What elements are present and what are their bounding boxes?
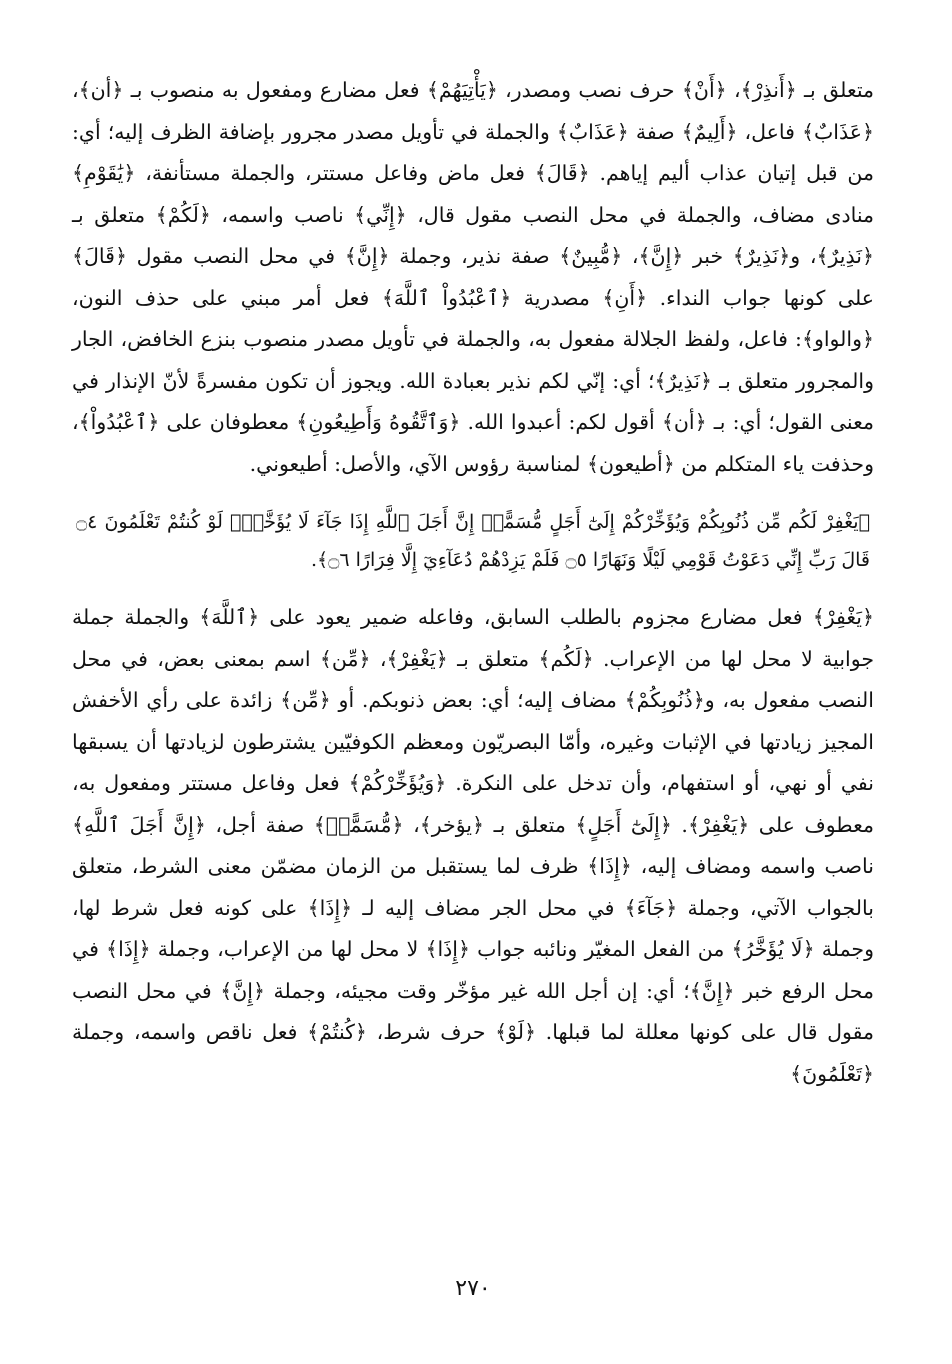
commentary-paragraph: متعلق بـ ﴿أَنذِرْ﴾، ﴿أَنْ﴾ حرف نصب ومصدر، ﴿يَأْتِيَهُمْ﴾ فعل مضارع ومفعول به منصوب بـ ﴿أن﴾، ﴿عَذَابٌ﴾ فاعل، ﴿أَلِيمٌ﴾ صفة ﴿عَذَابٌ﴾ والجملة في تأويل مصدر مجرور بإضافة الظرف إليه؛ أي: من قبل إتيان عذاب أليم إياهم. ﴿قَالَ﴾ فعل ماض وفاعل مستتر، والجملة مستأنفة، ﴿يَٰقَوْمِ﴾ منادى مضاف، والجملة في محل النصب مقول قال، ﴿إِنِّي﴾ ناصب واسمه، ﴿لَكُمْ﴾ متعلق بـ ﴿نَذِيرٌ﴾، و﴿نَذِيرٌ﴾ خبر ﴿إِنَّ﴾، ﴿مُّبِينٌ﴾ صفة نذير، وجملة ﴿إِنَّ﴾ في محل النصب مقول ﴿قَالَ﴾ على كونها جواب النداء. ﴿أَنِ﴾ مصدرية ﴿ٱعْبُدُواْ ٱللَّهَ﴾ فعل أمر مبني على حذف النون، ﴿والواو﴾: فاعل، ولفظ الجلالة مفعول به، والجملة في تأويل مصدر منصوب بنزع الخافض، الجار والمجرور متعلق بـ ﴿نَذِيرٌ﴾؛ أي: إنّي لكم نذير بعبادة الله. ويجوز أن تكون مفسرةً لأنّ الإنذار في معنى القول؛ أي: بـ ﴿أن﴾ أقول لكم: أعبدوا الله. ﴿وَٱتَّقُوهُ وَأَطِيعُونِ﴾ معطوفان على ﴿ٱعْبُدُواْ﴾، وحذفت ياء المتكلم من ﴿أطيعون﴾ لمناسبة رؤوس الآي، والأصل: أطيعوني. [72,78,874,476]
page-body [72,70,874,1304]
commentary-paragraph: ﴿يَغْفِرْ﴾ فعل مضارع مجزوم بالطلب السابق، وفاعله ضمير يعود على ﴿ٱللَّهَ﴾ والجملة جملة جوابية لا محل لها من الإعراب. ﴿لَكُم﴾ متعلق بـ ﴿يَغْفِرْ﴾، ﴿مِّن﴾ اسم بمعنى بعض، في محل النصب مفعول به، و﴿ذُنُوبِكُمْ﴾ مضاف إليه؛ أي: بعض ذنوبكم. أو ﴿مِّن﴾ زائدة على رأي الأخفش المجيز زيادتها في الإثبات وغيره، وأمّا البصريّون ومعظم الكوفيّين يشترطون لزيادتها أن يسبقها نفي أو نهي، أو استفهام، وأن تدخل على النكرة. ﴿وَيُؤَخِّرْكُمْ﴾ فعل وفاعل مستتر ومفعول به، معطوف على ﴿يَغْفِرْ﴾. ﴿إِلَىٰٓ أَجَلٍ﴾ متعلق بـ ﴿يؤخر﴾، ﴿مُّسَمًّىۚ﴾ صفة أجل، ﴿إِنَّ أَجَلَ ٱللَّهِ﴾ ناصب واسمه ومضاف إليه، ﴿إِذَا﴾ ظرف لما يستقبل من الزمان مضمّن معنى الشرط، متعلق بالجواب الآتي، وجملة ﴿جَآءَ﴾ في محل الجر مضاف إليه لـ ﴿إِذَا﴾ على كونه فعل شرط لها، وجملة ﴿لَا يُؤَخَّرُ﴾ من الفعل المغيّر ونائبه جواب ﴿إِذَا﴾ لا محل لها من الإعراب، وجملة ﴿إِذَا﴾ في محل الرفع خبر ﴿إِنَّ﴾؛ أي: إن أجل الله غير مؤخّر وقت مجيئه، وجملة ﴿إِنَّ﴾ في محل النصب مقول قال على كونها معللة لما قبلها. ﴿لَوْ﴾ حرف شرط، ﴿كُنتُمْ﴾ فعل ناقص واسمه، وجملة ﴿تَعْلَمُونَ﴾ [72,605,874,1086]
quran-verse: ﴿يَغْفِرْ لَكُم مِّن ذُنُوبِكُمْ وَيُؤَخِّرْكُمْ إِلَىٰٓ أَجَلٍ مُّسَمًّىۚ إِنَّ أَجَلَ ٱللَّهِ إِذَا جَآءَ لَا يُؤَخَّرُۚ لَوْ كُنتُمْ تَعْلَمُونَ ۝٤ قَالَ رَبِّ إِنِّي دَعَوْتُ قَوْمِي لَيْلًا وَنَهَارًا ۝٥ فَلَمْ يَزِدْهُمْ دُعَآءِيٓ إِلَّا فِرَارًا ۝٦﴾. [76,511,870,571]
page-number: ٢٧٠ [455,1276,491,1301]
